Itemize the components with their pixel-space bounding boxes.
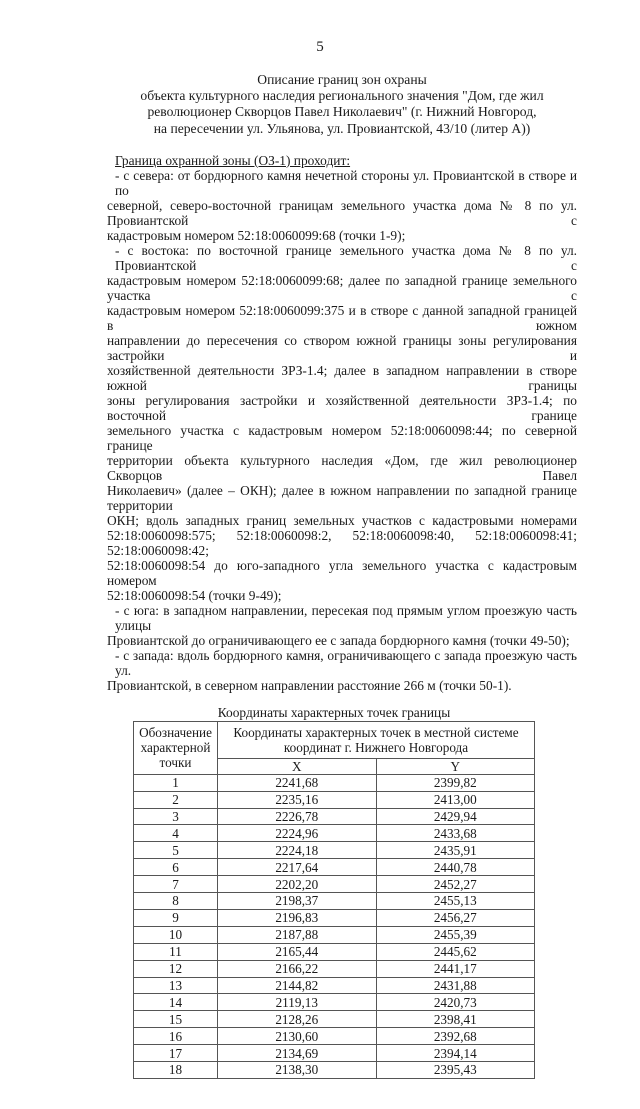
cell-x: 2165,44 — [218, 943, 377, 960]
cell-point: 1 — [134, 774, 218, 791]
title-line: объекта культурного наследия регионального значения "Дом, где жил — [140, 88, 544, 104]
table-row — [134, 876, 535, 893]
cell-y: 2445,62 — [376, 943, 535, 960]
cell-y: 2420,73 — [376, 994, 535, 1011]
paragraph-line: 52:18:0060098:575; 52:18:0060098:2, 52:18:0060098:40, 52:18:0060098:41; 52:18:0060098:42; — [107, 527, 577, 558]
document-title — [107, 72, 577, 137]
cell-x: 2196,83 — [218, 909, 377, 926]
table-row — [134, 909, 535, 926]
document-body — [107, 153, 577, 693]
section-heading: Граница охранной зоны (ОЗ-1) проходит: — [115, 152, 351, 168]
cell-y: 2440,78 — [376, 859, 535, 876]
cell-x: 2187,88 — [218, 926, 377, 943]
table-row — [134, 774, 535, 791]
cell-point: 3 — [134, 808, 218, 825]
header-y: Y — [376, 758, 535, 774]
cell-x: 2144,82 — [218, 977, 377, 994]
cell-y: 2456,27 — [376, 909, 535, 926]
paragraph-line: территории объекта культурного наследия «Дом, где жил революционер Скворцов Павел — [107, 452, 577, 483]
cell-point: 6 — [134, 859, 218, 876]
table-row — [134, 1061, 535, 1078]
cell-y: 2429,94 — [376, 808, 535, 825]
paragraph-line: Провиантской, в северном направлении расстояние 266 м (точки 50-1). — [107, 677, 512, 693]
cell-y: 2455,39 — [376, 926, 535, 943]
page-number: 5 — [316, 39, 324, 55]
paragraph-line: 52:18:0060098:54 до юго-западного угла земельного участка с кадастровым номером — [107, 557, 577, 588]
table-row — [134, 1045, 535, 1062]
cell-point: 4 — [134, 825, 218, 842]
cell-x: 2119,13 — [218, 994, 377, 1011]
table-row — [134, 1011, 535, 1028]
cell-y: 2395,43 — [376, 1061, 535, 1078]
paragraph-line: ОКН; вдоль западных границ земельных участков с кадастровыми номерами — [107, 512, 577, 528]
header-coords: Координаты характерных точек в местной системе координат г. Нижнего Новгорода — [218, 721, 535, 758]
paragraph-line: - с юга: в западном направлении, пересекая под прямым углом проезжую часть улицы — [115, 602, 577, 633]
cell-y: 2398,41 — [376, 1011, 535, 1028]
paragraph-line: кадастровым номером 52:18:0060099:375 и в створе с данной западной границей в южном — [107, 302, 577, 333]
cell-x: 2198,37 — [218, 893, 377, 910]
title-line: революционер Скворцов Павел Николаевич" (г. Нижний Новгород, — [147, 104, 537, 120]
table-row — [134, 960, 535, 977]
cell-point: 9 — [134, 909, 218, 926]
cell-point: 5 — [134, 842, 218, 859]
cell-x: 2134,69 — [218, 1045, 377, 1062]
cell-y: 2452,27 — [376, 876, 535, 893]
cell-y: 2413,00 — [376, 791, 535, 808]
paragraph-line: - с севера: от бордюрного камня нечетной стороны ул. Провиантской в створе и по — [115, 167, 577, 198]
table-row — [134, 859, 535, 876]
cell-y: 2435,91 — [376, 842, 535, 859]
table-row — [134, 842, 535, 859]
cell-y: 2392,68 — [376, 1028, 535, 1045]
paragraph-line: кадастровым номером 52:18:0060099:68; далее по западной границе земельного участка с — [107, 272, 577, 303]
paragraph-line: 52:18:0060098:54 (точки 9-49); — [107, 587, 282, 603]
cell-point: 11 — [134, 943, 218, 960]
table-caption: Координаты характерных точек границы — [217, 704, 451, 720]
paragraph-line: кадастровым номером 52:18:0060099:68 (точки 1-9); — [107, 227, 406, 243]
cell-point: 8 — [134, 893, 218, 910]
cell-y: 2399,82 — [376, 774, 535, 791]
cell-point: 18 — [134, 1061, 218, 1078]
table-row — [134, 977, 535, 994]
cell-x: 2224,96 — [218, 825, 377, 842]
title-line: на пересечении ул. Ульянова, ул. Провиантской, 43/10 (литер А)) — [153, 120, 531, 136]
cell-point: 13 — [134, 977, 218, 994]
paragraph-line: - с запада: вдоль бордюрного камня, ограничивающего с запада проезжую часть ул. — [115, 647, 577, 678]
cell-x: 2217,64 — [218, 859, 377, 876]
cell-y: 2455,13 — [376, 893, 535, 910]
paragraph-line: - с востока: по восточной границе земельного участка дома № 8 по ул. Провиантской с — [115, 242, 577, 273]
header-point: Обозначение характерной точки — [134, 721, 218, 774]
cell-x: 2224,18 — [218, 842, 377, 859]
table-row — [134, 994, 535, 1011]
header-x: X — [218, 758, 377, 774]
cell-x: 2138,30 — [218, 1061, 377, 1078]
cell-point: 17 — [134, 1045, 218, 1062]
cell-x: 2128,26 — [218, 1011, 377, 1028]
coordinates-table — [133, 721, 535, 1079]
table-block — [133, 705, 535, 1079]
table-row — [134, 926, 535, 943]
cell-x: 2202,20 — [218, 876, 377, 893]
table-row — [134, 808, 535, 825]
cell-x: 2130,60 — [218, 1028, 377, 1045]
table-row — [134, 825, 535, 842]
paragraph-line: направлении до пересечения со створом южной границы зоны регулирования застройки и — [107, 332, 577, 363]
cell-point: 16 — [134, 1028, 218, 1045]
cell-point: 14 — [134, 994, 218, 1011]
paragraph-line: северной, северо-восточной границам земельного участка дома № 8 по ул. Провиантской с — [107, 197, 577, 228]
cell-x: 2241,68 — [218, 774, 377, 791]
title-line: Описание границ зон охраны — [257, 72, 427, 87]
cell-point: 7 — [134, 876, 218, 893]
table-row — [134, 893, 535, 910]
paragraph-line: Провиантской до ограничивающего ее с запада бордюрного камня (точки 49-50); — [107, 632, 570, 648]
cell-y: 2431,88 — [376, 977, 535, 994]
cell-point: 12 — [134, 960, 218, 977]
cell-point: 15 — [134, 1011, 218, 1028]
table-row — [134, 1028, 535, 1045]
cell-x: 2226,78 — [218, 808, 377, 825]
cell-point: 2 — [134, 791, 218, 808]
cell-point: 10 — [134, 926, 218, 943]
cell-x: 2235,16 — [218, 791, 377, 808]
paragraph-line: зоны регулирования застройки и хозяйственной деятельности ЗРЗ-1.4; по восточной границе — [107, 392, 577, 423]
cell-y: 2441,17 — [376, 960, 535, 977]
paragraph-line: земельного участка с кадастровым номером 52:18:0060098:44; по северной границе — [107, 422, 577, 453]
cell-y: 2433,68 — [376, 825, 535, 842]
cell-x: 2166,22 — [218, 960, 377, 977]
cell-y: 2394,14 — [376, 1045, 535, 1062]
paragraph-line: Николаевич» (далее – ОКН); далее в южном направлении по западной границе территории — [107, 482, 577, 513]
paragraph-line: хозяйственной деятельности ЗРЗ-1.4; далее в западном направлении в створе южной границы — [107, 362, 577, 393]
table-row — [134, 791, 535, 808]
table-row — [134, 943, 535, 960]
